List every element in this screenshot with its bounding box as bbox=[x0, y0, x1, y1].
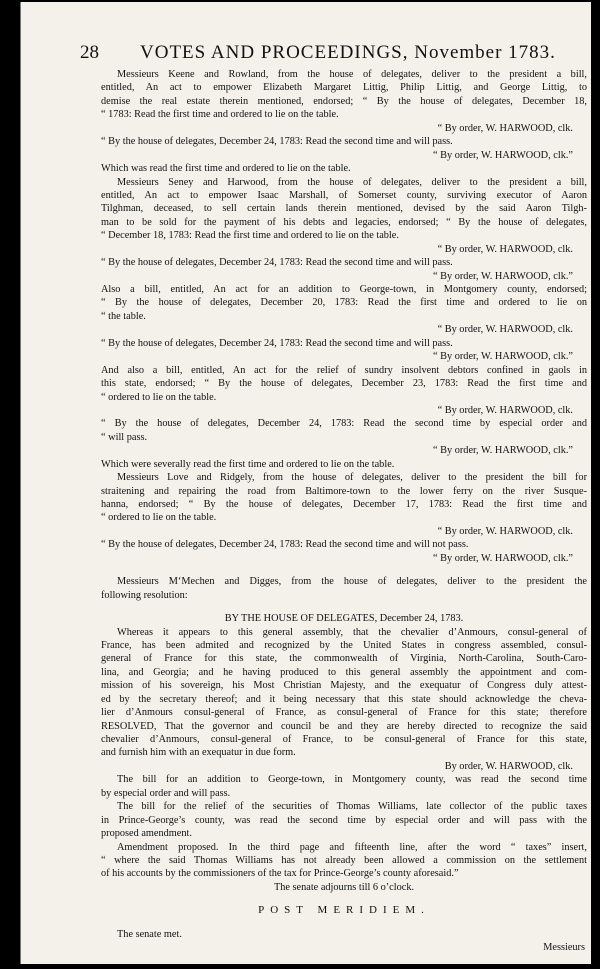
text-line: France, has been admited and recognized by the United States in congress assembled, consul- bbox=[101, 639, 587, 651]
text-line: Whereas it appears to this general assembly, that the chevalier d’Anmours, consul-general of bbox=[117, 626, 587, 638]
document-body bbox=[101, 68, 587, 955]
text-line: “ where the said Thomas Williams has not already been allowed a commission on the settlement bbox=[101, 854, 587, 866]
text-line: “ December 18, 1783: Read the first time and ordered to lie on the table. bbox=[101, 230, 399, 242]
text-line: ed by the secretary thereof; and it being necessary that this state should acknowledge the cheva- bbox=[101, 693, 587, 705]
text-line: “ By order, W. HARWOOD, clk.” bbox=[432, 351, 573, 363]
text-line: By order, W. HARWOOD, clk. bbox=[444, 760, 573, 772]
text-line: The senate adjourns till 6 o’clock. bbox=[273, 881, 415, 893]
text-line: RESOLVED, That the governor and council be and they are hereby directed to recognize the said bbox=[101, 720, 587, 732]
document-page bbox=[20, 2, 591, 964]
text-line: Also a bill, entitled, An act for an addition to George-town, in Montgomery county, endorsed; bbox=[101, 284, 587, 295]
text-line bbox=[101, 602, 587, 612]
text-line: and furnish him with an exequatur in due form. bbox=[101, 747, 296, 759]
text-line: “ the table. bbox=[101, 310, 146, 322]
text-line: Messieurs Seney and Harwood, from the house of delegates, deliver to the president a bill, bbox=[117, 176, 587, 188]
text-line bbox=[101, 894, 587, 904]
text-line: The bill for an addition to George-town, in Montgomery county, was read the second time bbox=[117, 774, 587, 786]
text-line: “ By the house of delegates, December 24, 1783: Read the second time and will pass. bbox=[101, 257, 453, 269]
text-line: straitening and repairing the road from Baltimore-town to the lower ferry on the river Susque- bbox=[101, 485, 587, 497]
text-line: The bill for the relief of the securities of Thomas Williams, late collector of the public taxes bbox=[117, 801, 587, 813]
text-line: Messieurs Keene and Rowland, from the house of delegates, deliver to the president a bill, bbox=[117, 69, 587, 80]
text-line: entitled, An act to empower Elizabeth Margaret Littig, Philip Littig, and George Littig, to bbox=[101, 82, 587, 94]
text-line: by especial order and will pass. bbox=[101, 787, 231, 799]
text-line: lier d’Anmours consul-general of France, as consul-general of France for this state; therefore bbox=[101, 707, 587, 719]
text-line: “ By order, W. HARWOOD, clk. bbox=[437, 404, 573, 416]
text-line: mission of his sovereign, his Most Christian Majesty, and the exequatur of Congress duly attest- bbox=[101, 680, 587, 692]
text-line: entitled, An act to empower Isaac Marshall, of Somerset county, surviving executor of Aaron bbox=[101, 189, 587, 201]
text-line: of his accounts by the commissioners of the tax for Prince-George’s county aforesaid.” bbox=[101, 868, 459, 880]
text-line: Messieurs Love and Ridgely, from the house of delegates, deliver to the president the bill for bbox=[117, 472, 587, 484]
text-line: this state, endorsed; “ By the house of delegates, December 23, 1783: Read the first time and bbox=[101, 378, 587, 390]
text-line: “ ordered to lie on the table. bbox=[101, 512, 217, 524]
text-line: “ By order, W. HARWOOD, clk.” bbox=[432, 270, 573, 282]
text-line: chevalier d’Anmours, consul-general of France, to be consul-general of France for this state, bbox=[101, 734, 587, 745]
text-line: “ By order, W. HARWOOD, clk. bbox=[437, 525, 573, 537]
text-line: proposed amendment. bbox=[101, 828, 192, 840]
text-line: “ will pass. bbox=[101, 431, 148, 443]
page-header bbox=[76, 40, 586, 66]
text-line: “ By order, W. HARWOOD, clk.” bbox=[432, 149, 573, 161]
text-line: lina, and Georgia; and he having produced to this general assembly the appointment and com- bbox=[101, 666, 587, 678]
text-line: “ By the house of delegates, December 24, 1783: Read the second time and will pass. bbox=[101, 337, 453, 349]
text-line: “ By order, W. HARWOOD, clk. bbox=[437, 243, 573, 255]
text-line: in Prince-George’s county, was read the second time by especial order and will pass with the bbox=[101, 814, 587, 826]
text-line: general of France for this state, the commonwealth of Virginia, North-Carolina, South-Caro- bbox=[101, 653, 587, 665]
text-line: And also a bill, entitled, An act for the relief of sundry insolvent debtors confined in gaols in bbox=[101, 364, 587, 376]
text-line bbox=[101, 565, 587, 575]
text-line: POST MERIDIEM. bbox=[258, 904, 430, 917]
text-line: “ By order, W. HARWOOD, clk. bbox=[437, 122, 573, 134]
text-line: “ ordered to lie on the table. bbox=[101, 391, 217, 403]
text-line: “ By the house of delegates, December 24, 1783: Read the second time and will not pass. bbox=[101, 539, 469, 551]
running-title: VOTES AND PROCEEDINGS, November 1783. bbox=[140, 42, 556, 63]
text-line: Which were severally read the first time and ordered to lie on the table. bbox=[101, 458, 395, 470]
text-line: man to be sold for the payment of his debts and legacies, endorsed; “ By the house of delegates, bbox=[101, 216, 587, 228]
text-line: Tilghman, deceased, to sell certain lands therein mentioned, devised by the said Aaron Tilgh- bbox=[101, 203, 587, 215]
text-line: Amendment proposed. In the third page and fifteenth line, after the word “ taxes” insert, bbox=[117, 841, 587, 853]
text-line: “ By the house of delegates, December 24, 1783: Read the second time and will pass. bbox=[101, 136, 453, 148]
text-line: demise the real estate therein mentioned, endorsed; “ By the house of delegates, December 18, bbox=[101, 95, 587, 107]
text-line: “ By order, W. HARWOOD, clk. bbox=[437, 324, 573, 336]
text-line: Messieurs M‘Mechen and Digges, from the house of delegates, deliver to the president the bbox=[117, 576, 587, 588]
text-line: Which was read the first time and ordered to lie on the table. bbox=[101, 163, 351, 175]
text-line: “ By order, W. HARWOOD, clk.” bbox=[432, 445, 573, 457]
page-number: 28 bbox=[80, 42, 99, 63]
text-line: “ By the house of delegates, December 24, 1783: Read the second time by especial order and bbox=[101, 418, 587, 430]
text-line: Messieurs bbox=[543, 942, 585, 954]
text-line: following resolution: bbox=[101, 589, 188, 601]
text-line: BY THE HOUSE OF DELEGATES, December 24, 1783. bbox=[224, 613, 464, 625]
text-line: “ By order, W. HARWOOD, clk.” bbox=[432, 552, 573, 564]
text-line: The senate met. bbox=[117, 928, 182, 940]
text-line: “ 1783: Read the first time and ordered to lie on the table. bbox=[101, 109, 339, 121]
text-line bbox=[101, 918, 587, 928]
text-line: “ By the house of delegates, December 20, 1783: Read the first time and ordered to lie on bbox=[101, 297, 587, 309]
text-line: hanna, endorsed; “ By the house of delegates, December 17, 1783: Read the first time and bbox=[101, 499, 587, 510]
